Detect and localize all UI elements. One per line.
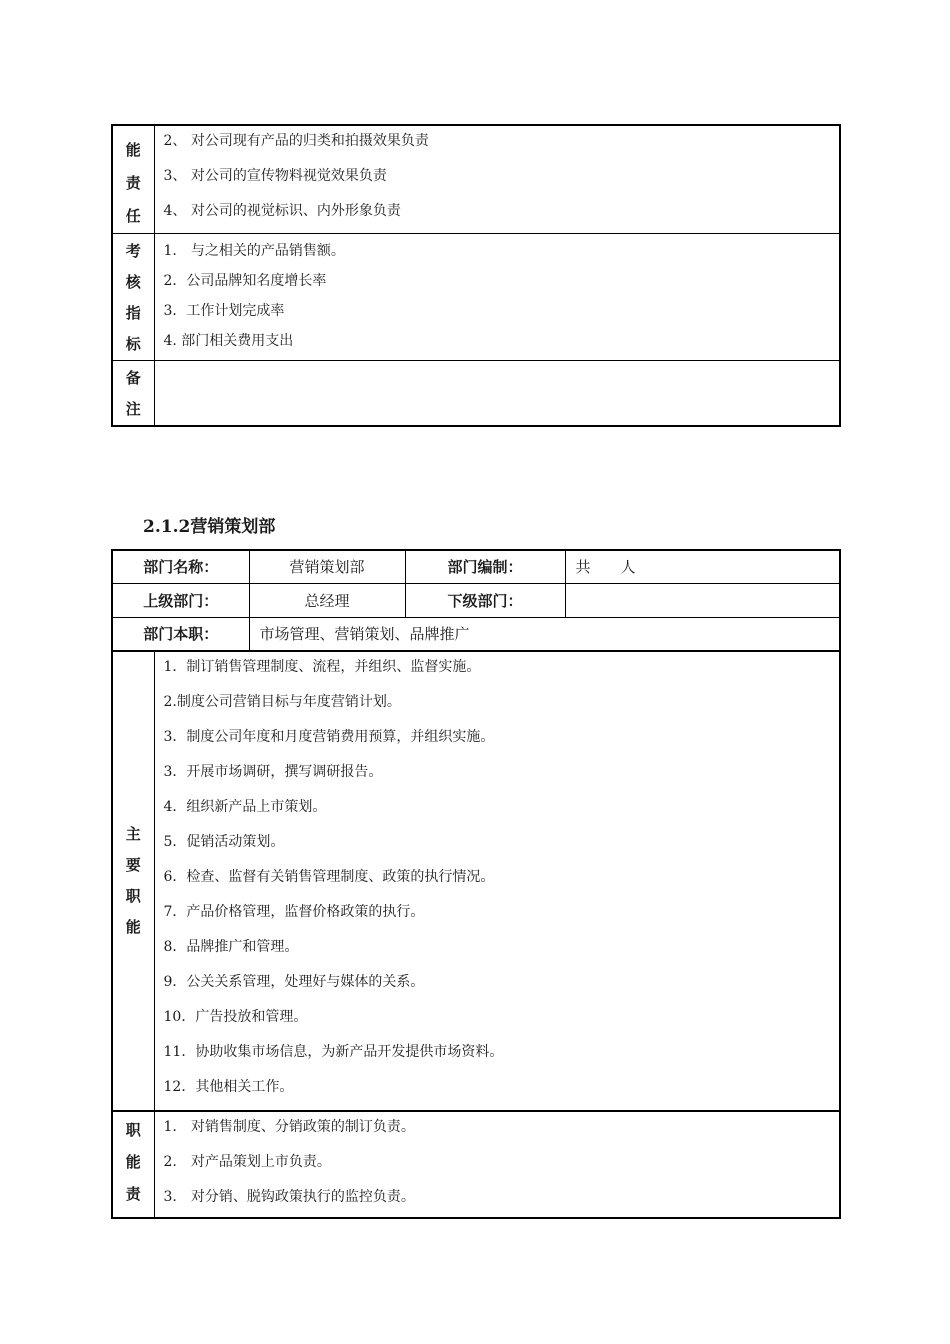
list-item: 1. 对销售制度、分销政策的制订负责。 <box>163 1119 415 1135</box>
subordinate-label: 下级部门： <box>405 583 565 617</box>
kpi-list <box>154 234 840 361</box>
table-row <box>112 651 840 1111</box>
list-item: 8．品牌推广和管理。 <box>163 939 299 955</box>
functions-list <box>154 651 840 1111</box>
subordinate-value <box>565 583 840 617</box>
section-heading <box>143 512 275 537</box>
functions-label: 主 要 职 能 <box>112 651 154 1111</box>
table-row <box>112 1111 840 1218</box>
table-row <box>112 234 840 361</box>
list-item: 10．广告投放和管理。 <box>163 1009 308 1025</box>
remarks-cell <box>154 361 840 427</box>
list-item: 5．促销活动策划。 <box>163 834 285 850</box>
row-label-kpi: 考 核 指 标 <box>112 234 154 361</box>
duty-value: 市场管理、营销策划、品牌推广 <box>249 617 840 651</box>
list-item: 3、 对公司的宣传物料视觉效果负责 <box>163 168 387 184</box>
table-row <box>112 617 840 651</box>
list-item: 4. 部门相关费用支出 <box>163 333 294 349</box>
list-item: 3. 对分销、脱钩政策执行的监控负责。 <box>163 1189 415 1205</box>
job-table-continuation <box>111 124 841 427</box>
list-item: 1．制订销售管理制度、流程，并组织、监督实施。 <box>163 659 481 675</box>
list-item: 2.制度公司营销目标与年度营销计划。 <box>163 694 401 710</box>
list-item: 2、 对公司现有产品的归类和拍摄效果负责 <box>163 133 429 149</box>
list-item: 3．开展市场调研，撰写调研报告。 <box>163 764 383 780</box>
list-item: 9．公关关系管理，处理好与媒体的关系。 <box>163 974 425 990</box>
department-table <box>111 549 841 1219</box>
duty-label: 部门本职： <box>112 617 249 651</box>
list-item: 3．工作计划完成率 <box>163 303 285 319</box>
list-item: 2. 对产品策划上市负责。 <box>163 1154 331 1170</box>
dept-name-label: 部门名称： <box>112 550 249 583</box>
list-item: 2．公司品牌知名度增长率 <box>163 273 327 289</box>
section-title: 营销策划部 <box>190 517 276 537</box>
list-item: 12．其他相关工作。 <box>163 1079 294 1095</box>
table-row <box>112 361 840 427</box>
table-row <box>112 125 840 234</box>
dept-staff-label: 部门编制： <box>405 550 565 583</box>
list-item: 3．制度公司年度和月度营销费用预算，并组织实施。 <box>163 729 495 745</box>
list-item: 1. 与之相关的产品销售额。 <box>163 243 345 259</box>
table-row <box>112 550 840 583</box>
row-label-remarks: 备 注 <box>112 361 154 427</box>
row-label-responsibility: 能 责 任 <box>112 125 154 234</box>
list-item: 11．协助收集市场信息，为新产品开发提供市场资料。 <box>163 1044 504 1060</box>
dept-name-value: 营销策划部 <box>249 550 405 583</box>
list-item: 4、 对公司的视觉标识、内外形象负责 <box>163 203 401 219</box>
superior-value: 总经理 <box>249 583 405 617</box>
list-item: 6．检查、监督有关销售管理制度、政策的执行情况。 <box>163 869 495 885</box>
table-row <box>112 583 840 617</box>
superior-label: 上级部门： <box>112 583 249 617</box>
responsibilities-label: 职 能 责 <box>112 1111 154 1218</box>
list-item: 4．组织新产品上市策划。 <box>163 799 327 815</box>
section-number: 2.1.2 <box>143 517 191 537</box>
list-item: 7．产品价格管理，监督价格政策的执行。 <box>163 904 425 920</box>
dept-staff-value: 共 人 <box>565 550 840 583</box>
responsibility-list <box>154 125 840 234</box>
responsibilities-list <box>154 1111 840 1218</box>
